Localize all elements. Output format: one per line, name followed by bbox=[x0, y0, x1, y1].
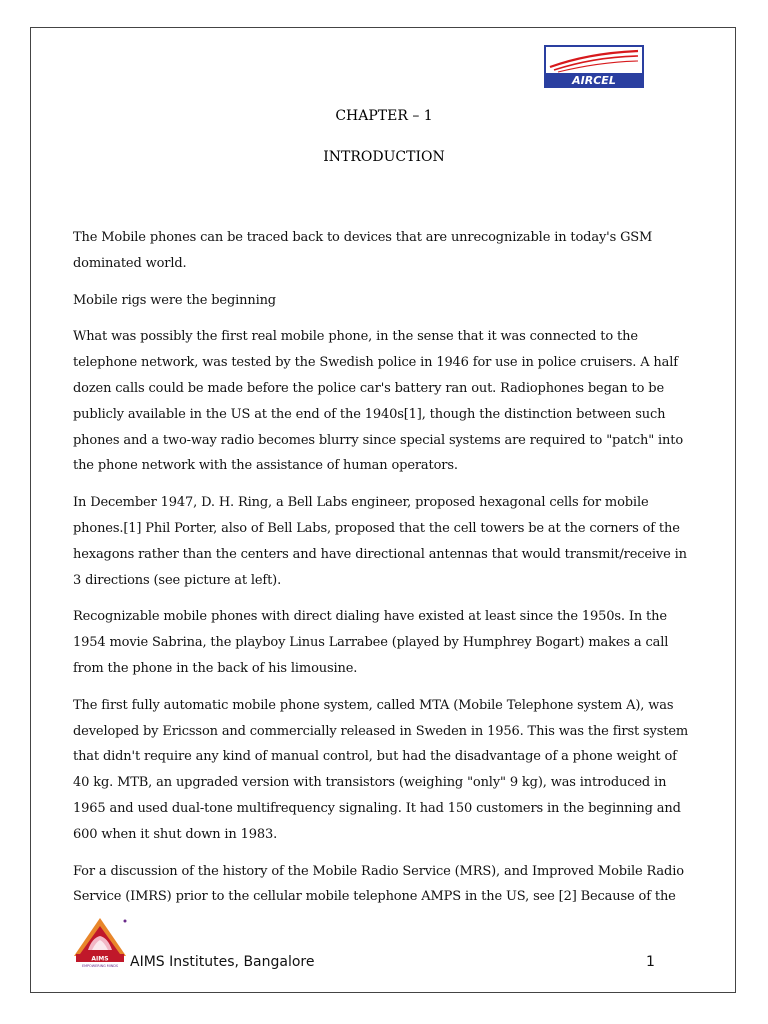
aims-logo-text: AIMS bbox=[91, 955, 109, 963]
aims-logo bbox=[70, 916, 130, 968]
paragraph: The first fully automatic mobile phone system, called MTA (Mobile Telephone system A), was developed by Ericsson and commercially released in Sweden in 1956. This was the first system that didn't require any kind of manual control, but had the disadvantage of a phone weight of 40 kg. MTB, an upgraded version with transistors (weighing "only" 9 kg), was introduced in 1965 and used dual-tone multifrequency signaling. It had 150 customers in the beginning and 600 when it shut down in 1983. bbox=[73, 697, 689, 842]
paragraph: Recognizable mobile phones with direct dialing have existed at least since the 1950s. In the 1954 movie Sabrina, the playboy Linus Larrabee (played by Humphrey Bogart) makes a call from the phone in the back of his limousine. bbox=[73, 609, 669, 676]
footer-institute: AIMS Institutes, Bangalore bbox=[130, 954, 315, 970]
paragraph: What was possibly the first real mobile phone, in the sense that it was connected to the telephone network, was tested by the Swedish police in 1946 for use in police cruisers. A half dozen calls could be made before the police car's battery ran out. Radiophones began to be publicly available in the US at the end of the 1940s[1], though the distinction between such phones and a two-way radio becomes blurry since special systems are required to "patch" into the phone network with the assistance of human operators. bbox=[73, 329, 684, 474]
paragraph: In December 1947, D. H. Ring, a Bell Labs engineer, proposed hexagonal cells for mobile phones.[1] Phil Porter, also of Bell Labs, proposed that the cell towers be at the corners of the hexagons rather than the centers and have directional antennas that would transmit/receive in 3 directions (see picture at left). bbox=[73, 495, 687, 588]
body-text bbox=[73, 225, 693, 905]
paragraph: The Mobile phones can be traced back to devices that are unrecognizable in today's GSM dominated world. bbox=[73, 230, 653, 271]
page-number: 1 bbox=[646, 954, 655, 970]
aims-logo-tagline: EMPOWERING MINDS bbox=[81, 964, 119, 968]
page-title: INTRODUCTION bbox=[323, 149, 445, 165]
paragraph: Mobile rigs were the beginning bbox=[73, 292, 276, 308]
aircel-logo bbox=[544, 45, 644, 88]
aircel-logo-text: AIRCEL bbox=[572, 74, 616, 87]
chapter-heading: CHAPTER – 1 bbox=[335, 108, 433, 124]
paragraph: For a discussion of the history of the Mobile Radio Service (MRS), and Improved Mobile Radio Service (IMRS) prior to the cellular mobile telephone AMPS in the US, see [2] Because of the bbox=[73, 863, 684, 905]
